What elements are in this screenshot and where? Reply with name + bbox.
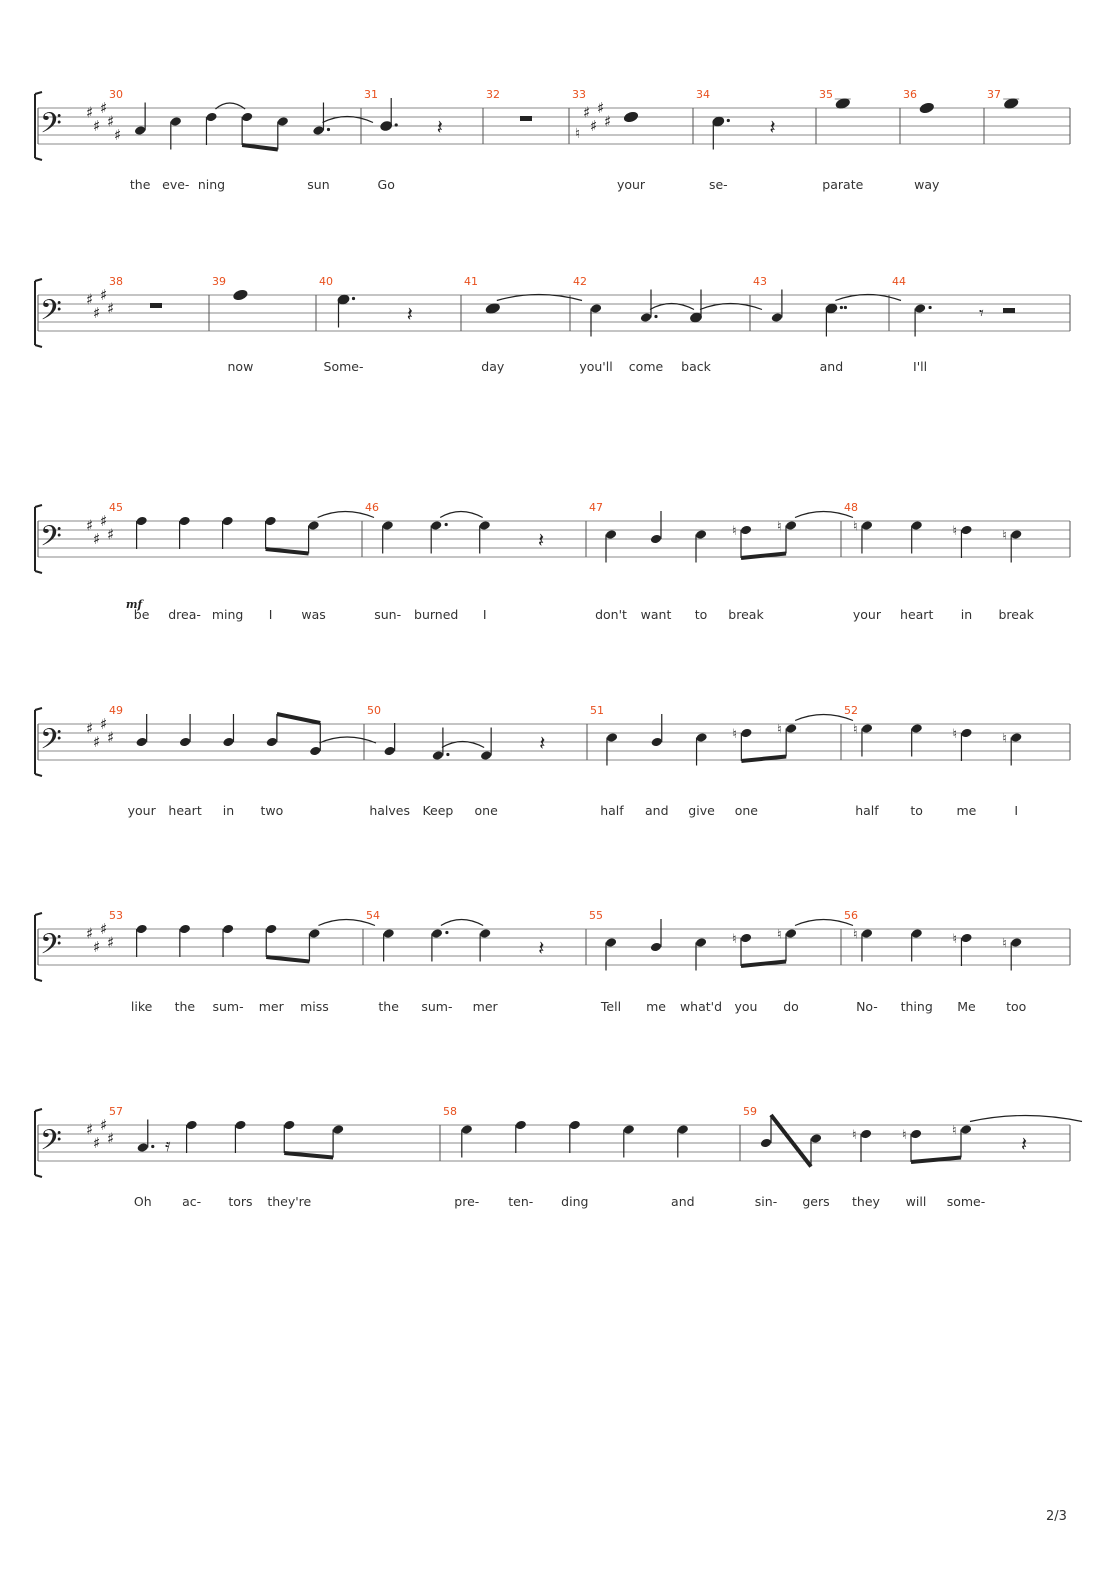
note-head: [1010, 732, 1022, 743]
measure-number: 35: [819, 88, 833, 101]
natural-icon: ♮: [1002, 731, 1007, 747]
lyric-syllable: the: [174, 999, 196, 1014]
bass-clef-icon: 𝄢: [40, 520, 62, 560]
tie: [970, 1116, 1082, 1122]
lyric-syllable: ding: [561, 1194, 589, 1209]
quarter-rest-icon: 𝄽: [1021, 1132, 1028, 1156]
measure-number: 56: [844, 909, 858, 922]
page-number: 2/3: [1046, 1509, 1067, 1524]
dot: [327, 128, 330, 131]
note-head: [312, 125, 324, 136]
measure-number: 51: [590, 704, 604, 717]
lyric-syllable: sin-: [754, 1194, 778, 1209]
note-head: [309, 746, 321, 757]
lyric-syllable: like: [130, 999, 153, 1014]
dot: [445, 931, 448, 934]
lyric-syllable: mer: [472, 999, 498, 1014]
note-head: [185, 1120, 197, 1131]
dot: [446, 753, 449, 756]
lyric-syllable: Some-: [323, 359, 364, 374]
lyric-syllable: miss: [300, 999, 329, 1014]
measure-number: 57: [109, 1105, 123, 1118]
note-head: [624, 111, 639, 123]
lyric-syllable: parate: [822, 177, 864, 192]
measure-number: 44: [892, 275, 906, 288]
lyric-syllable: be: [133, 607, 150, 622]
natural-icon: ♮: [952, 727, 958, 742]
natural-icon: ♮: [777, 519, 782, 535]
measure-number: 58: [443, 1105, 457, 1118]
lyric-syllable: the: [378, 999, 399, 1014]
sharp-icon: ♯: [107, 933, 115, 952]
lyric-syllable: your: [127, 803, 156, 818]
natural-icon: ♮: [852, 927, 858, 943]
note-head: [690, 312, 702, 323]
sharp-icon: ♯: [86, 1120, 94, 1139]
beam: [771, 1115, 811, 1167]
bass-clef-icon: 𝄢: [40, 928, 62, 968]
sharp-icon: ♯: [107, 299, 115, 318]
lyric-syllable: gers: [802, 1194, 830, 1209]
lyric-syllable: se-: [708, 177, 728, 192]
lyric-syllable: sun: [307, 177, 330, 192]
bass-clef-icon: 𝄢: [40, 107, 62, 147]
measure-number: 40: [319, 275, 333, 288]
note-head: [266, 737, 278, 748]
dot: [395, 123, 398, 126]
measure-number: 54: [366, 909, 380, 922]
dot: [352, 297, 355, 300]
note-head: [695, 937, 707, 948]
lyric-syllable: break: [998, 607, 1034, 622]
natural-icon: ♮: [902, 1128, 907, 1143]
dot: [844, 306, 847, 309]
whole-rest: [150, 303, 162, 308]
note-head: [135, 924, 147, 935]
bass-clef-icon: 𝄢: [40, 1124, 62, 1164]
quarter-rest-icon: 𝄽: [539, 731, 546, 755]
lyric-syllable: your: [852, 607, 882, 622]
sharp-icon: ♯: [86, 103, 94, 122]
lyric-syllable: and: [671, 1194, 695, 1209]
lyric-syllable: now: [227, 359, 254, 374]
sixteenth-rest-icon: 𝄿: [165, 1135, 171, 1156]
measure-number: 46: [365, 501, 379, 514]
lyric-syllable: what'd: [679, 999, 723, 1014]
sharp-icon: ♯: [107, 525, 115, 544]
sharp-icon: ♯: [100, 1116, 108, 1134]
sharp-icon: ♯: [107, 112, 115, 131]
sharp-icon: ♯: [100, 99, 108, 117]
natural-icon: ♮: [732, 524, 737, 539]
natural-icon: ♮: [952, 524, 958, 539]
lyric-syllable: me: [956, 803, 977, 818]
lyric-syllable: will: [905, 1194, 927, 1209]
note-head: [651, 737, 663, 748]
lyric-syllable: some-: [946, 1194, 986, 1209]
natural-icon: ♮: [1002, 528, 1007, 544]
measure-number: 52: [844, 704, 858, 717]
lyric-syllable: ming: [211, 607, 244, 622]
sharp-icon: ♯: [100, 286, 108, 304]
beam: [277, 714, 320, 723]
note-head: [221, 516, 233, 527]
natural-icon: ♮: [732, 727, 738, 742]
natural-icon: ♮: [852, 1128, 857, 1143]
lyric-syllable: you: [734, 999, 758, 1014]
lyric-syllable: in: [222, 803, 235, 818]
lyric-syllable: thing: [900, 999, 933, 1014]
note-head: [277, 116, 289, 127]
note-head: [432, 750, 444, 761]
quarter-rest-icon: 𝄽: [538, 528, 545, 552]
lyric-syllable: you'll: [579, 359, 613, 374]
lyric-syllable: No-: [856, 999, 878, 1014]
lyric-syllable: give: [688, 803, 715, 818]
beam: [266, 549, 309, 554]
measure-number: 30: [109, 88, 123, 101]
bass-clef-icon: 𝄢: [40, 294, 62, 334]
natural-icon: ♮: [1002, 936, 1007, 952]
lyric-syllable: your: [616, 177, 646, 192]
note-head: [383, 746, 395, 757]
note-head: [910, 1129, 922, 1140]
note-head: [695, 732, 707, 743]
lyric-syllable: do: [783, 999, 799, 1014]
note-head: [919, 102, 934, 114]
lyric-syllable: half: [855, 803, 879, 818]
note-head: [178, 516, 190, 527]
note-head: [810, 1133, 822, 1144]
note-head: [241, 112, 253, 123]
note-head: [179, 737, 191, 748]
lyric-syllable: Oh: [133, 1194, 152, 1209]
quarter-rest-icon: 𝄽: [436, 115, 443, 139]
lyric-syllable: eve-: [162, 177, 190, 192]
measure-number: 55: [589, 909, 603, 922]
measure-number: 50: [367, 704, 381, 717]
lyric-syllable: ten-: [508, 1194, 534, 1209]
note-head: [461, 1124, 473, 1135]
note-head: [479, 520, 491, 531]
measure-number: 45: [109, 501, 123, 514]
sharp-icon: ♯: [604, 112, 612, 131]
natural-icon: ♮: [852, 722, 858, 738]
lyric-syllable: ning: [197, 177, 226, 192]
note-head: [825, 303, 837, 314]
lyric-syllable: mer: [258, 999, 284, 1014]
note-head: [640, 312, 652, 323]
measure-number: 47: [589, 501, 603, 514]
note-head: [569, 1120, 581, 1131]
note-head: [233, 289, 248, 301]
note-head: [911, 928, 923, 939]
sharp-icon: ♯: [93, 530, 101, 548]
note-head: [760, 1138, 772, 1149]
sharp-icon: ♯: [100, 512, 108, 530]
measure-number: 48: [844, 501, 858, 514]
beam: [266, 957, 309, 962]
dot: [654, 315, 657, 318]
natural-icon: ♮: [852, 519, 858, 535]
note-head: [740, 525, 752, 536]
note-head: [605, 937, 617, 948]
lyric-syllable: two: [260, 803, 284, 818]
lyric-syllable: they: [852, 1194, 880, 1209]
dot: [445, 523, 448, 526]
note-head: [222, 737, 234, 748]
note-head: [740, 933, 752, 944]
note-head: [382, 520, 394, 531]
note-head: [861, 520, 873, 531]
lyric-syllable: to: [694, 607, 708, 622]
measure-number: 41: [464, 275, 478, 288]
note-head: [332, 1124, 344, 1135]
natural-icon: ♮: [777, 722, 782, 738]
measure-number: 32: [486, 88, 500, 101]
note-head: [337, 294, 349, 305]
lyric-syllable: halves: [369, 803, 410, 818]
note-head: [179, 924, 191, 935]
measure-number: 37: [987, 88, 1001, 101]
lyric-syllable: heart: [168, 803, 202, 818]
note-head: [382, 928, 394, 939]
lyric-syllable: want: [640, 607, 672, 622]
sharp-icon: ♯: [93, 1134, 101, 1152]
lyric-syllable: sum-: [421, 999, 453, 1014]
lyric-syllable: Me: [957, 999, 976, 1014]
sharp-icon: ♯: [100, 920, 108, 938]
note-head: [860, 1129, 872, 1140]
note-head: [785, 928, 797, 939]
note-head: [234, 1120, 246, 1131]
note-head: [480, 750, 492, 761]
note-head: [170, 116, 182, 127]
sharp-icon: ♯: [590, 117, 598, 135]
quarter-rest-icon: 𝄽: [769, 115, 776, 139]
measure-number: 36: [903, 88, 917, 101]
sharp-icon: ♯: [597, 99, 605, 117]
sharp-icon: ♯: [93, 938, 101, 956]
lyric-syllable: way: [914, 177, 940, 192]
lyric-syllable: I: [482, 607, 487, 622]
lyric-syllable: one: [474, 803, 498, 818]
lyric-syllable: ac-: [182, 1194, 202, 1209]
lyric-syllable: day: [481, 359, 505, 374]
sharp-icon: ♯: [86, 719, 94, 738]
measure-number: 38: [109, 275, 123, 288]
lyric-syllable: and: [644, 803, 669, 818]
sharp-icon: ♯: [114, 126, 122, 144]
natural-icon: ♮: [575, 126, 581, 142]
lyric-syllable: don't: [595, 607, 627, 622]
lyric-syllable: heart: [900, 607, 934, 622]
note-head: [606, 732, 618, 743]
note-head: [590, 303, 602, 314]
measure-number: 49: [109, 704, 123, 717]
lyric-syllable: Go: [377, 177, 395, 192]
lyric-syllable: pre-: [454, 1194, 480, 1209]
measure-number: 39: [212, 275, 226, 288]
note-head: [308, 928, 320, 939]
measure-number: 33: [572, 88, 586, 101]
sharp-icon: ♯: [86, 290, 94, 309]
beam: [284, 1153, 333, 1158]
note-head: [222, 924, 234, 935]
lyric-syllable: sum-: [212, 999, 244, 1014]
note-head: [380, 121, 392, 132]
note-head: [960, 525, 972, 536]
note-head: [960, 1124, 972, 1135]
sharp-icon: ♯: [100, 715, 108, 733]
note-head: [960, 728, 972, 739]
note-head: [134, 125, 146, 136]
sharp-icon: ♯: [86, 924, 94, 943]
lyric-syllable: back: [681, 359, 711, 374]
whole-rest: [520, 116, 532, 121]
lyric-syllable: and: [819, 359, 844, 374]
measure-number: 31: [364, 88, 378, 101]
lyric-syllable: sun-: [374, 607, 402, 622]
note-head: [771, 312, 783, 323]
quarter-rest-icon: 𝄽: [538, 936, 545, 960]
dot: [929, 306, 932, 309]
note-head: [135, 516, 147, 527]
lyric-syllable: Keep: [422, 803, 454, 818]
note-head: [1010, 529, 1022, 540]
natural-icon: ♮: [732, 932, 737, 947]
lyric-syllable: half: [600, 803, 624, 818]
beam: [242, 145, 278, 150]
sharp-icon: ♯: [93, 733, 101, 751]
lyric-syllable: to: [910, 803, 923, 818]
note-head: [623, 1124, 635, 1135]
sharp-icon: ♯: [93, 304, 101, 322]
note-head: [861, 723, 873, 734]
lyric-syllable: I: [268, 607, 273, 622]
natural-icon: ♮: [952, 1123, 957, 1139]
note-head: [431, 928, 443, 939]
sharp-icon: ♯: [107, 1129, 115, 1148]
lyric-syllable: burned: [414, 607, 459, 622]
note-head: [137, 1142, 149, 1153]
half-rest: [1003, 308, 1015, 313]
sharp-icon: ♯: [583, 103, 591, 122]
dynamic-marking: mf: [125, 598, 143, 611]
note-head: [785, 723, 797, 734]
lyric-syllable: one: [734, 803, 758, 818]
sharp-icon: ♯: [107, 728, 115, 747]
lyric-syllable: Tell: [600, 999, 622, 1014]
note-head: [264, 516, 276, 527]
note-head: [650, 534, 662, 545]
bass-clef-icon: 𝄢: [40, 723, 62, 763]
lyric-syllable: too: [1006, 999, 1027, 1014]
eighth-rest-icon: 𝄾: [979, 303, 984, 324]
note-head: [283, 1120, 295, 1131]
measure-number: 43: [753, 275, 767, 288]
note-head: [650, 942, 662, 953]
lyric-syllable: the: [129, 177, 151, 192]
sharp-icon: ♯: [86, 516, 94, 535]
natural-icon: ♮: [777, 927, 782, 943]
lyric-syllable: they're: [267, 1194, 312, 1209]
note-head: [911, 723, 923, 734]
note-head: [960, 933, 972, 944]
note-head: [1010, 937, 1022, 948]
note-head: [911, 520, 923, 531]
note-head: [479, 928, 491, 939]
lyric-syllable: tors: [228, 1194, 253, 1209]
sharp-icon: ♯: [93, 117, 101, 135]
note-head: [914, 303, 926, 314]
tie: [441, 920, 483, 926]
lyric-syllable: I'll: [913, 359, 928, 374]
note-head: [712, 116, 724, 127]
measure-number: 34: [696, 88, 710, 101]
note-head: [135, 737, 147, 748]
measure-number: 42: [573, 275, 587, 288]
lyric-syllable: break: [728, 607, 764, 622]
note-head: [677, 1124, 689, 1135]
lyric-syllable: drea-: [168, 607, 201, 622]
natural-icon: ♮: [952, 932, 958, 947]
note-head: [430, 520, 442, 531]
lyric-syllable: I: [1014, 803, 1019, 818]
note-head: [515, 1120, 527, 1131]
lyric-syllable: was: [301, 607, 326, 622]
lyric-syllable: me: [646, 999, 666, 1014]
note-head: [785, 520, 797, 531]
dot: [840, 306, 843, 309]
lyric-syllable: come: [628, 359, 664, 374]
measure-number: 53: [109, 909, 123, 922]
tie: [440, 512, 483, 518]
quarter-rest-icon: 𝄽: [406, 302, 413, 326]
note-head: [861, 928, 873, 939]
note-head: [205, 112, 217, 123]
note-head: [265, 924, 277, 935]
measure-number: 59: [743, 1105, 757, 1118]
lyric-syllable: in: [960, 607, 973, 622]
note-head: [605, 529, 617, 540]
dot: [727, 119, 730, 122]
note-head: [695, 529, 707, 540]
note-head: [740, 728, 752, 739]
dot: [151, 1145, 154, 1148]
note-head: [307, 520, 319, 531]
